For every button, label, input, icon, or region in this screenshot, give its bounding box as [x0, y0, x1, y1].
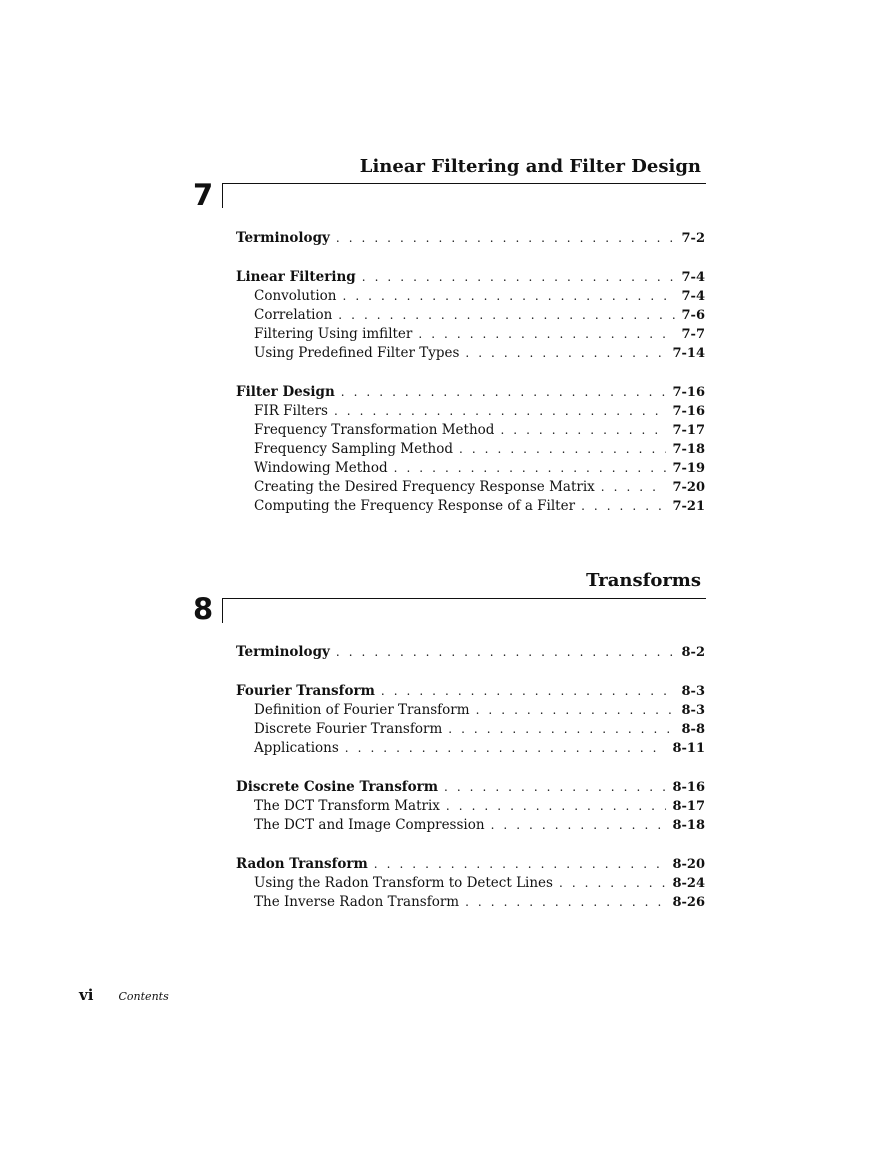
toc-subentry[interactable] — [236, 739, 705, 758]
toc-section-group — [236, 778, 705, 835]
toc-entry-title: Terminology — [236, 230, 330, 246]
toc-subentry[interactable] — [236, 421, 705, 440]
toc-dot-leader — [459, 440, 666, 459]
toc-entry-page: 7-19 — [672, 461, 705, 476]
toc-entry-page: 8-24 — [672, 876, 705, 891]
toc-entry-title: FIR Filters — [254, 403, 328, 419]
toc-entry-title: Fourier Transform — [236, 683, 375, 699]
toc-subentry[interactable] — [236, 816, 705, 835]
toc-dot-leader — [336, 229, 676, 248]
toc-subentry[interactable] — [236, 344, 705, 363]
toc-entry-title: Applications — [254, 740, 339, 756]
toc-dot-leader — [559, 874, 666, 893]
toc-entry-page: 8-26 — [672, 895, 705, 910]
toc-entry[interactable] — [236, 268, 705, 287]
toc-dot-leader — [581, 497, 666, 516]
toc-subentry[interactable] — [236, 306, 705, 325]
toc-section-group — [236, 682, 705, 758]
toc-dot-leader — [476, 701, 676, 720]
toc-subentry[interactable] — [236, 478, 705, 497]
toc-entry-page: 7-7 — [681, 327, 705, 342]
toc-dot-leader — [500, 421, 666, 440]
toc-subentry[interactable] — [236, 701, 705, 720]
toc-entry-title: Correlation — [254, 307, 333, 323]
toc-entry-title: Filtering Using imfilter — [254, 326, 413, 342]
chapter-8-title: Transforms — [586, 570, 701, 591]
footer-page-number: vi — [79, 986, 94, 1004]
toc-dot-leader — [381, 682, 676, 701]
toc-entry-page: 8-8 — [681, 722, 705, 737]
toc-section-group — [236, 643, 705, 662]
toc-entry-title: Windowing Method — [254, 460, 388, 476]
toc-entry-page: 7-14 — [672, 346, 705, 361]
toc-entry-title: Frequency Sampling Method — [254, 441, 454, 457]
toc-section-group — [236, 855, 705, 912]
toc-entry-title: Frequency Transformation Method — [254, 422, 495, 438]
toc-dot-leader — [362, 268, 676, 287]
page-footer — [79, 985, 169, 1004]
toc-dot-leader — [394, 459, 667, 478]
chapter-7-rule — [222, 183, 706, 208]
toc-entry[interactable] — [236, 229, 705, 248]
toc-entry-page: 7-4 — [681, 270, 705, 285]
toc-subentry[interactable] — [236, 720, 705, 739]
toc-dot-leader — [374, 855, 667, 874]
toc-dot-leader — [601, 478, 667, 497]
chapter-7-number: 7 — [193, 178, 214, 212]
toc-subentry[interactable] — [236, 287, 705, 306]
toc-dot-leader — [336, 643, 676, 662]
toc-entry-page: 7-6 — [681, 308, 705, 323]
toc-entry-page: 7-18 — [672, 442, 705, 457]
toc-subentry[interactable] — [236, 497, 705, 516]
toc-entry-page: 7-16 — [672, 404, 705, 419]
toc-entry[interactable] — [236, 383, 705, 402]
toc-entry[interactable] — [236, 778, 705, 797]
toc-entry-title: Using the Radon Transform to Detect Lines — [254, 875, 553, 891]
toc-dot-leader — [491, 816, 667, 835]
toc-dot-leader — [465, 893, 666, 912]
toc-entry-page: 8-11 — [672, 741, 705, 756]
toc-dot-leader — [444, 778, 666, 797]
toc-entry-page: 7-17 — [672, 423, 705, 438]
toc-entry-title: The DCT Transform Matrix — [254, 798, 440, 814]
toc-entry-page: 8-3 — [681, 703, 705, 718]
toc-subentry[interactable] — [236, 402, 705, 421]
chapter-8-number: 8 — [193, 592, 214, 626]
toc-entry-page: 8-20 — [672, 857, 705, 872]
toc-entry-title: Definition of Fourier Transform — [254, 702, 470, 718]
toc-entry-page: 8-2 — [681, 645, 705, 660]
toc-dot-leader — [334, 402, 666, 421]
toc-entry-page: 8-18 — [672, 818, 705, 833]
toc-section-group — [236, 229, 705, 248]
toc-entry-title: Radon Transform — [236, 856, 368, 872]
toc-dot-leader — [341, 383, 667, 402]
toc-dot-leader — [338, 306, 675, 325]
toc-entry-title: Filter Design — [236, 384, 335, 400]
toc-section-group — [236, 268, 705, 363]
toc-entry-page: 7-4 — [681, 289, 705, 304]
toc-entry-title: Using Predefined Filter Types — [254, 345, 460, 361]
toc-subentry[interactable] — [236, 874, 705, 893]
toc-entry-title: Linear Filtering — [236, 269, 356, 285]
toc-dot-leader — [418, 325, 675, 344]
toc-entry-title: Discrete Cosine Transform — [236, 779, 439, 795]
toc-entry[interactable] — [236, 682, 705, 701]
toc-subentry[interactable] — [236, 325, 705, 344]
footer-label: Contents — [118, 990, 169, 1003]
toc-entry-title: Convolution — [254, 288, 337, 304]
chapter-7-title: Linear Filtering and Filter Design — [359, 156, 701, 177]
toc-entry-title: The DCT and Image Compression — [254, 817, 485, 833]
toc-entry[interactable] — [236, 643, 705, 662]
toc-entry-page: 7-21 — [672, 499, 705, 514]
toc-dot-leader — [345, 739, 667, 758]
toc-entry-title: Computing the Frequency Response of a Filter — [254, 498, 576, 514]
toc-entry-page: 7-20 — [672, 480, 705, 495]
toc-entry-title: The Inverse Radon Transform — [254, 894, 460, 910]
toc-dot-leader — [342, 287, 675, 306]
toc-dot-leader — [448, 720, 675, 739]
toc-entry-page: 8-17 — [672, 799, 705, 814]
toc-entry-page: 8-3 — [681, 684, 705, 699]
toc-dot-leader — [465, 344, 666, 363]
toc-entry-title: Creating the Desired Frequency Response Matrix — [254, 479, 595, 495]
toc-subentry[interactable] — [236, 893, 705, 912]
chapter-8-rule — [222, 598, 706, 623]
toc-subentry[interactable] — [236, 440, 705, 459]
toc-entry-title: Terminology — [236, 644, 330, 660]
toc-entry-title: Discrete Fourier Transform — [254, 721, 443, 737]
chapter-8-toc — [236, 643, 705, 932]
toc-entry-page: 8-16 — [672, 780, 705, 795]
chapter-7-toc — [236, 229, 705, 536]
toc-entry[interactable] — [236, 855, 705, 874]
toc-subentry[interactable] — [236, 797, 705, 816]
toc-entry-page: 7-16 — [672, 385, 705, 400]
toc-entry-page: 7-2 — [681, 231, 705, 246]
toc-section-group — [236, 383, 705, 516]
toc-subentry[interactable] — [236, 459, 705, 478]
toc-dot-leader — [446, 797, 667, 816]
